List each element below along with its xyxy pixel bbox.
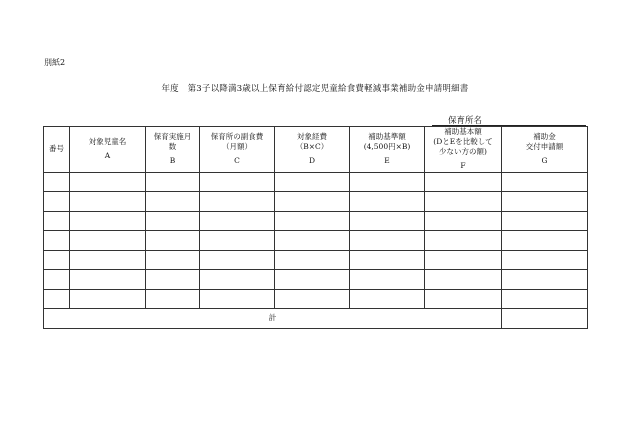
table-cell[interactable] bbox=[70, 172, 146, 192]
table-cell[interactable] bbox=[200, 289, 275, 309]
table-cell[interactable] bbox=[275, 211, 350, 231]
header-text: 保育実施月 bbox=[153, 132, 192, 142]
table-cell[interactable] bbox=[502, 231, 588, 251]
total-value-cell[interactable] bbox=[502, 309, 588, 329]
table-cell[interactable] bbox=[350, 192, 425, 212]
column-letter: A bbox=[104, 151, 111, 161]
table-cell[interactable] bbox=[502, 172, 588, 192]
table-cell[interactable] bbox=[44, 211, 70, 231]
table-cell[interactable] bbox=[200, 231, 275, 251]
table-cell[interactable] bbox=[200, 211, 275, 231]
table-cell[interactable] bbox=[146, 250, 200, 270]
header-text: 補助金 bbox=[533, 132, 556, 142]
table-cell[interactable] bbox=[502, 270, 588, 290]
column-letter: C bbox=[234, 156, 240, 166]
table-cell[interactable] bbox=[275, 250, 350, 270]
attachment-label: 別紙2 bbox=[44, 58, 66, 67]
table-cell[interactable] bbox=[425, 231, 502, 251]
table-cell[interactable] bbox=[70, 231, 146, 251]
table-row bbox=[44, 289, 588, 309]
table-cell[interactable] bbox=[350, 211, 425, 231]
table-row bbox=[44, 250, 588, 270]
table-cell[interactable] bbox=[146, 270, 200, 290]
table-cell[interactable] bbox=[275, 231, 350, 251]
column-header bbox=[70, 127, 146, 173]
header-text: 保育所の副食費 bbox=[210, 132, 264, 142]
table-cell[interactable] bbox=[146, 172, 200, 192]
header-text: 番号 bbox=[49, 144, 64, 154]
table-cell[interactable] bbox=[350, 231, 425, 251]
table-cell[interactable] bbox=[44, 250, 70, 270]
table-cell[interactable] bbox=[425, 192, 502, 212]
header-text: (DとEを比較して bbox=[433, 137, 493, 147]
table-cell[interactable] bbox=[146, 289, 200, 309]
table-cell[interactable] bbox=[44, 231, 70, 251]
table-cell[interactable] bbox=[350, 172, 425, 192]
column-header bbox=[200, 127, 275, 173]
table-cell[interactable] bbox=[502, 250, 588, 270]
header-text: 補助基本額 bbox=[444, 127, 482, 136]
column-letter: G bbox=[541, 156, 548, 166]
table-cell[interactable] bbox=[275, 172, 350, 192]
column-header bbox=[275, 127, 350, 173]
table-cell[interactable] bbox=[502, 211, 588, 231]
application-detail-table bbox=[43, 126, 588, 329]
table-cell[interactable] bbox=[350, 289, 425, 309]
column-letter: B bbox=[169, 156, 176, 166]
header-text: (4,500円×B) bbox=[363, 142, 411, 152]
table-cell[interactable] bbox=[200, 270, 275, 290]
facility-name-field[interactable] bbox=[432, 113, 586, 126]
column-letter: F bbox=[460, 161, 466, 171]
header-text: 対象経費 bbox=[297, 132, 327, 142]
header-row bbox=[44, 127, 588, 173]
column-letter: D bbox=[308, 156, 315, 166]
table-cell[interactable] bbox=[44, 192, 70, 212]
total-label: 計 bbox=[44, 309, 502, 329]
column-header bbox=[425, 127, 502, 173]
table-cell[interactable] bbox=[146, 231, 200, 251]
header-text: （B×C） bbox=[295, 142, 329, 152]
table-cell[interactable] bbox=[146, 211, 200, 231]
table-row bbox=[44, 192, 588, 212]
table-cell[interactable] bbox=[425, 289, 502, 309]
header-text: 数 bbox=[168, 142, 177, 152]
table-cell[interactable] bbox=[275, 192, 350, 212]
table-cell[interactable] bbox=[502, 192, 588, 212]
table-cell[interactable] bbox=[146, 192, 200, 212]
table-cell[interactable] bbox=[275, 270, 350, 290]
table-cell[interactable] bbox=[502, 289, 588, 309]
table-cell[interactable] bbox=[70, 270, 146, 290]
header-text: （月額） bbox=[222, 142, 252, 152]
table-row bbox=[44, 231, 588, 251]
table-cell[interactable] bbox=[70, 250, 146, 270]
header-text: 補助基準額 bbox=[368, 132, 406, 142]
column-letter: E bbox=[384, 156, 390, 166]
total-row bbox=[44, 309, 588, 329]
table-cell[interactable] bbox=[350, 270, 425, 290]
table-row bbox=[44, 172, 588, 192]
table-cell[interactable] bbox=[44, 289, 70, 309]
table-cell[interactable] bbox=[200, 192, 275, 212]
column-header bbox=[44, 127, 70, 173]
table-cell[interactable] bbox=[70, 211, 146, 231]
column-header bbox=[502, 127, 588, 173]
header-text: 対象児童名 bbox=[88, 137, 127, 147]
table-cell[interactable] bbox=[44, 172, 70, 192]
table-cell[interactable] bbox=[200, 250, 275, 270]
table-cell[interactable] bbox=[425, 172, 502, 192]
table-row bbox=[44, 270, 588, 290]
document-title: 年度 第3子以降満3歳以上保育給付認定児童給食費軽減事業補助金申請明細書 bbox=[161, 84, 469, 94]
table-cell[interactable] bbox=[200, 172, 275, 192]
table-cell[interactable] bbox=[275, 289, 350, 309]
table-row bbox=[44, 211, 588, 231]
table-cell[interactable] bbox=[70, 289, 146, 309]
table-cell[interactable] bbox=[70, 192, 146, 212]
header-text: 少ない方の額) bbox=[439, 147, 487, 157]
table-cell[interactable] bbox=[425, 250, 502, 270]
table-cell[interactable] bbox=[44, 270, 70, 290]
table-cell[interactable] bbox=[425, 270, 502, 290]
table-cell[interactable] bbox=[425, 211, 502, 231]
column-header bbox=[350, 127, 425, 173]
table-cell[interactable] bbox=[350, 250, 425, 270]
column-header bbox=[146, 127, 200, 173]
facility-name-label: 保育所名 bbox=[448, 116, 483, 126]
header-text: 交付申請額 bbox=[525, 142, 564, 152]
